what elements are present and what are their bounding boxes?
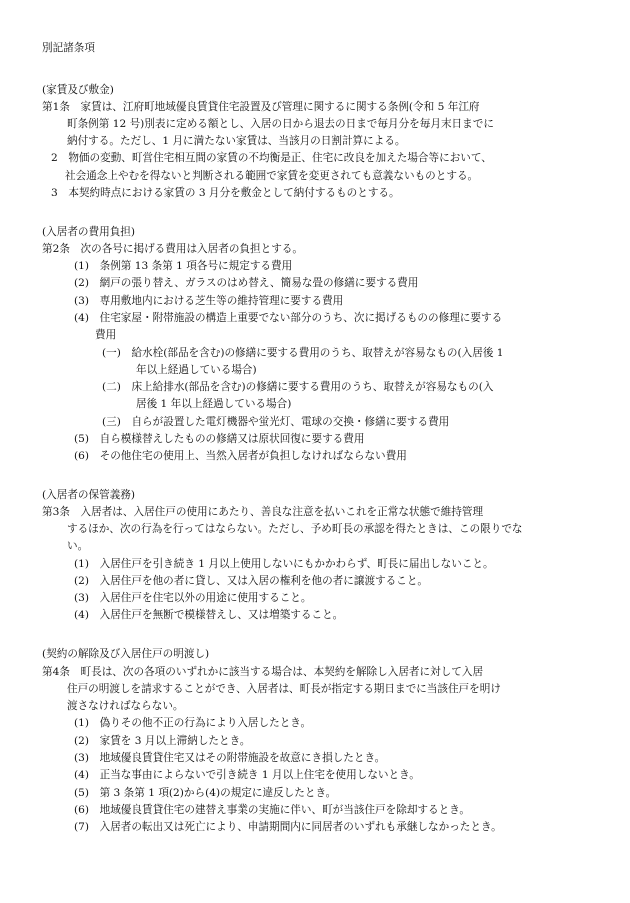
article-2-item-6: (6) その他住宅の使用上、当然入居者が負担しなければならない費用 bbox=[74, 450, 407, 462]
article-2-item-3: (3) 専用敷地内における芝生等の維持管理に要する費用 bbox=[74, 295, 344, 307]
article-2-subitem-1: (一) 給水栓(部品を含む)の修繕に要する費用のうち、取替えが容易なもの(入居後 1 bbox=[102, 347, 504, 359]
article-4-item-3: (3) 地域優良賃貸住宅又はその附帯施設を故意にき損したとき。 bbox=[74, 752, 386, 764]
article-3-item-3: (3) 入居住戸を住宅以外の用途に使用すること。 bbox=[74, 592, 312, 604]
article-2-subitem-2-cont: 居後 1 年以上経過している場合) bbox=[136, 398, 292, 410]
article-3-heading: (入居者の保管義務) bbox=[42, 489, 136, 501]
article-2-item-5: (5) 自ら模様替えしたものの修繕又は原状回復に要する費用 bbox=[74, 433, 365, 445]
article-4-line-3: 渡さなければならない。 bbox=[67, 700, 184, 712]
article-3-line-2: するほか、次の行為を行ってはならない。ただし、予め町長の承認を得たときは、この限りでな bbox=[67, 523, 523, 535]
article-4-heading: (契約の解除及び入居住戸の明渡し) bbox=[42, 648, 210, 660]
article-1-line-3: 納付する。ただし、1 月に満たない家賃は、当該月の日割計算による。 bbox=[67, 135, 406, 147]
article-4-item-2: (2) 家賃を 3 月以上滞納したとき。 bbox=[74, 735, 251, 747]
article-3-line-3: い。 bbox=[67, 540, 89, 552]
article-3-item-4: (4) 入居住戸を無断で模様替えし、又は増築すること。 bbox=[74, 609, 344, 621]
article-4-item-6: (6) 地域優良賃貸住宅の建替え事業の実施に伴い、町が当該住戸を除却するとき。 bbox=[74, 804, 470, 816]
article-1-item-2: 2 物価の変動、町営住宅相互間の家賃の不均衡是正、住宅に改良を加えた場合等において、 bbox=[51, 152, 492, 164]
article-4-item-7: (7) 入居者の転出又は死亡により、申請期間内に同居者のいずれも承継しなかったとき。 bbox=[74, 821, 502, 833]
article-3-item-1: (1) 入居住戸を引き続き 1 月以上使用しないにもかかわらず、町長に届出しないこと。 bbox=[74, 558, 494, 570]
article-2-subitem-2: (二) 床上給排水(部品を含む)の修繕に要する費用のうち、取替えが容易なもの(入 bbox=[102, 381, 494, 393]
article-1-line-1: 第1条 家賃は、江府町地域優良賃貸住宅設置及び管理に関するに関する条例(令和 5 年江府 bbox=[42, 101, 480, 113]
article-3-item-2: (2) 入居住戸を他の者に貸し、又は入居の権利を他の者に譲渡すること。 bbox=[74, 575, 429, 587]
document-title: 別記諸条項 bbox=[42, 42, 95, 54]
article-2-subitem-1-cont: 年以上経過している場合) bbox=[136, 364, 257, 376]
article-4-item-5: (5) 第 3 条第 1 項(2)から(4)の規定に違反したとき。 bbox=[74, 787, 337, 799]
article-2-item-2: (2) 網戸の張り替え、ガラスのはめ替え、簡易な畳の修繕に要する費用 bbox=[74, 277, 419, 289]
article-1-item-2-cont: 社会通念上やむを得ないと判断される範囲で家賃を変更されても意義ないものとする。 bbox=[65, 170, 479, 182]
article-2-item-1: (1) 条例第 13 条第 1 項各号に規定する費用 bbox=[74, 260, 293, 272]
article-2-item-4: (4) 住宅家屋・附帯施設の構造上重要でない部分のうち、次に掲げるものの修理に要する bbox=[74, 312, 503, 324]
article-4-line-2: 住戸の明渡しを請求することができ、入居者は、町長が指定する期日までに当該住戸を明け bbox=[67, 683, 501, 695]
article-2-heading: (入居者の費用負担) bbox=[42, 226, 136, 238]
article-2-item-4-cont: 費用 bbox=[95, 329, 117, 341]
article-4-item-4: (4) 正当な事由によらないで引き続き 1 月以上住宅を使用しないとき。 bbox=[74, 769, 420, 781]
article-2-line-1: 第2条 次の各号に掲げる費用は入居者の負担とする。 bbox=[42, 243, 303, 255]
article-4-item-1: (1) 偽りその他不正の行為により入居したとき。 bbox=[74, 717, 312, 729]
article-2-subitem-3: (三) 自らが設置した電灯機器や蛍光灯、電球の交換・修繕に要する費用 bbox=[102, 416, 450, 428]
article-1-line-2: 町条例第 12 号)別表に定める額とし、入居の日から退去の日まで毎月分を毎月末日までに bbox=[67, 118, 494, 130]
article-1-heading: (家賃及び敷金) bbox=[42, 84, 114, 96]
article-3-line-1: 第3条 入居者は、入居住戸の使用にあたり、善良な注意を払いこれを正常な状態で維持管理 bbox=[42, 506, 484, 518]
article-1-item-3: 3 本契約時点における家賃の 3 月分を敷金として納付するものとする。 bbox=[51, 187, 400, 199]
article-4-line-1: 第4条 町長は、次の各項のいずれかに該当する場合は、本契約を解除し入居者に対して入居 bbox=[42, 666, 484, 678]
